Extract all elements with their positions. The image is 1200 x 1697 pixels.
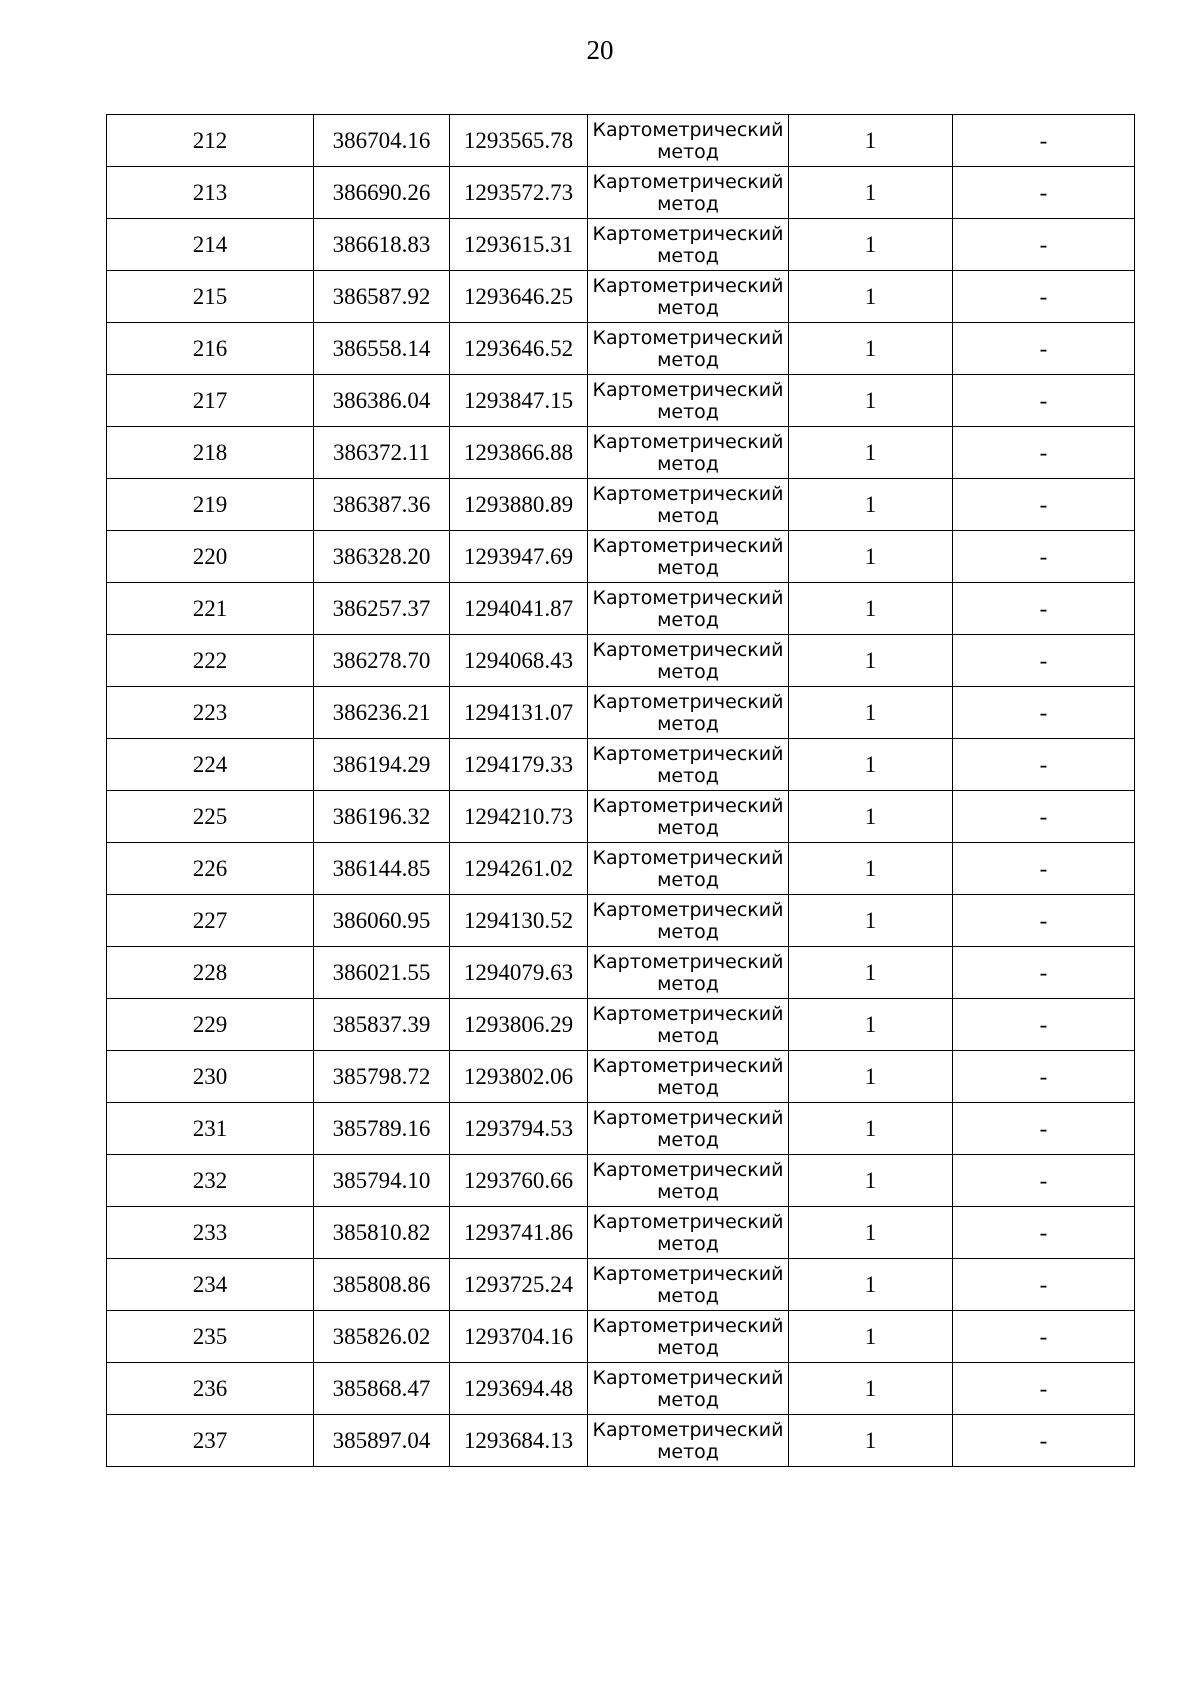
method-cell <box>588 1051 789 1103</box>
table-row <box>107 1415 1135 1467</box>
y-coordinate-cell: 1293794.53 <box>450 1103 588 1155</box>
method-line-2: метод <box>657 712 719 735</box>
method-line-2: метод <box>657 764 719 787</box>
accuracy-cell: 1 <box>789 479 953 531</box>
accuracy-cell: 1 <box>789 1259 953 1311</box>
method-line-2: метод <box>657 972 719 995</box>
y-coordinate-cell: 1294068.43 <box>450 635 588 687</box>
method-line-2: метод <box>657 1336 719 1359</box>
table-row <box>107 999 1135 1051</box>
method-line-1: Картометрический <box>592 222 784 245</box>
method-line-1: Картометрический <box>592 430 784 453</box>
point-number-cell: 224 <box>107 739 314 791</box>
method-line-1: Картометрический <box>592 586 784 609</box>
method-line-1: Картометрический <box>592 1262 784 1285</box>
method-line-2: метод <box>657 140 719 163</box>
method-line-2: метод <box>657 1076 719 1099</box>
method-cell <box>588 427 789 479</box>
method-line-1: Картометрический <box>592 1314 784 1337</box>
coordinates-table <box>106 114 1135 1467</box>
method-cell <box>588 1103 789 1155</box>
note-cell: - <box>953 687 1135 739</box>
method-cell <box>588 531 789 583</box>
table-row <box>107 947 1135 999</box>
note-cell: - <box>953 791 1135 843</box>
method-line-2: метод <box>657 348 719 371</box>
y-coordinate-cell: 1293565.78 <box>450 115 588 167</box>
method-line-2: метод <box>657 452 719 475</box>
table-row <box>107 427 1135 479</box>
point-number-cell: 234 <box>107 1259 314 1311</box>
note-cell: - <box>953 947 1135 999</box>
y-coordinate-cell: 1293866.88 <box>450 427 588 479</box>
method-line-1: Картометрический <box>592 794 784 817</box>
y-coordinate-cell: 1293725.24 <box>450 1259 588 1311</box>
x-coordinate-cell: 385808.86 <box>314 1259 450 1311</box>
point-number-cell: 221 <box>107 583 314 635</box>
x-coordinate-cell: 386021.55 <box>314 947 450 999</box>
x-coordinate-cell: 385794.10 <box>314 1155 450 1207</box>
method-line-2: метод <box>657 920 719 943</box>
note-cell: - <box>953 1103 1135 1155</box>
accuracy-cell: 1 <box>789 1103 953 1155</box>
method-line-2: метод <box>657 400 719 423</box>
note-cell: - <box>953 531 1135 583</box>
method-cell <box>588 895 789 947</box>
method-cell <box>588 1311 789 1363</box>
table-row <box>107 739 1135 791</box>
x-coordinate-cell: 385798.72 <box>314 1051 450 1103</box>
table-row <box>107 843 1135 895</box>
point-number-cell: 216 <box>107 323 314 375</box>
method-line-2: метод <box>657 608 719 631</box>
method-line-2: метод <box>657 1024 719 1047</box>
method-line-2: метод <box>657 1284 719 1307</box>
point-number-cell: 236 <box>107 1363 314 1415</box>
method-line-1: Картометрический <box>592 1002 784 1025</box>
accuracy-cell: 1 <box>789 531 953 583</box>
note-cell: - <box>953 219 1135 271</box>
method-cell <box>588 375 789 427</box>
x-coordinate-cell: 386618.83 <box>314 219 450 271</box>
method-line-2: метод <box>657 660 719 683</box>
x-coordinate-cell: 386196.32 <box>314 791 450 843</box>
table-row <box>107 687 1135 739</box>
accuracy-cell: 1 <box>789 1311 953 1363</box>
table-row <box>107 323 1135 375</box>
y-coordinate-cell: 1293694.48 <box>450 1363 588 1415</box>
method-line-1: Картометрический <box>592 1054 784 1077</box>
y-coordinate-cell: 1294131.07 <box>450 687 588 739</box>
y-coordinate-cell: 1293704.16 <box>450 1311 588 1363</box>
method-line-1: Картометрический <box>592 742 784 765</box>
accuracy-cell: 1 <box>789 583 953 635</box>
y-coordinate-cell: 1293572.73 <box>450 167 588 219</box>
method-line-1: Картометрический <box>592 690 784 713</box>
y-coordinate-cell: 1294130.52 <box>450 895 588 947</box>
accuracy-cell: 1 <box>789 791 953 843</box>
method-cell <box>588 791 789 843</box>
method-cell <box>588 1155 789 1207</box>
method-line-1: Картометрический <box>592 1366 784 1389</box>
method-line-1: Картометрический <box>592 274 784 297</box>
method-line-1: Картометрический <box>592 1158 784 1181</box>
x-coordinate-cell: 386236.21 <box>314 687 450 739</box>
method-cell <box>588 1207 789 1259</box>
y-coordinate-cell: 1293847.15 <box>450 375 588 427</box>
method-line-2: метод <box>657 868 719 891</box>
table-row <box>107 1363 1135 1415</box>
y-coordinate-cell: 1294179.33 <box>450 739 588 791</box>
method-line-1: Картометрический <box>592 1210 784 1233</box>
point-number-cell: 214 <box>107 219 314 271</box>
x-coordinate-cell: 386690.26 <box>314 167 450 219</box>
method-line-1: Картометрический <box>592 482 784 505</box>
point-number-cell: 218 <box>107 427 314 479</box>
table-row <box>107 791 1135 843</box>
method-cell <box>588 1415 789 1467</box>
method-line-1: Картометрический <box>592 1418 784 1441</box>
x-coordinate-cell: 385897.04 <box>314 1415 450 1467</box>
method-cell <box>588 167 789 219</box>
method-line-1: Картометрический <box>592 950 784 973</box>
method-line-1: Картометрический <box>592 534 784 557</box>
x-coordinate-cell: 386328.20 <box>314 531 450 583</box>
y-coordinate-cell: 1293947.69 <box>450 531 588 583</box>
x-coordinate-cell: 385868.47 <box>314 1363 450 1415</box>
method-cell <box>588 1259 789 1311</box>
point-number-cell: 217 <box>107 375 314 427</box>
point-number-cell: 225 <box>107 791 314 843</box>
y-coordinate-cell: 1294210.73 <box>450 791 588 843</box>
table-row <box>107 167 1135 219</box>
method-cell <box>588 739 789 791</box>
table-row <box>107 583 1135 635</box>
method-line-1: Картометрический <box>592 898 784 921</box>
accuracy-cell: 1 <box>789 687 953 739</box>
y-coordinate-cell: 1294079.63 <box>450 947 588 999</box>
method-line-1: Картометрический <box>592 326 784 349</box>
point-number-cell: 227 <box>107 895 314 947</box>
method-line-2: метод <box>657 1440 719 1463</box>
accuracy-cell: 1 <box>789 271 953 323</box>
method-line-2: метод <box>657 504 719 527</box>
method-line-1: Картометрический <box>592 638 784 661</box>
y-coordinate-cell: 1293615.31 <box>450 219 588 271</box>
point-number-cell: 213 <box>107 167 314 219</box>
point-number-cell: 229 <box>107 999 314 1051</box>
point-number-cell: 212 <box>107 115 314 167</box>
method-cell <box>588 583 789 635</box>
point-number-cell: 237 <box>107 1415 314 1467</box>
y-coordinate-cell: 1293741.86 <box>450 1207 588 1259</box>
x-coordinate-cell: 386060.95 <box>314 895 450 947</box>
accuracy-cell: 1 <box>789 1207 953 1259</box>
y-coordinate-cell: 1293646.25 <box>450 271 588 323</box>
table-row <box>107 115 1135 167</box>
point-number-cell: 233 <box>107 1207 314 1259</box>
accuracy-cell: 1 <box>789 427 953 479</box>
accuracy-cell: 1 <box>789 635 953 687</box>
y-coordinate-cell: 1293806.29 <box>450 999 588 1051</box>
method-line-2: метод <box>657 192 719 215</box>
table-row <box>107 1207 1135 1259</box>
x-coordinate-cell: 385810.82 <box>314 1207 450 1259</box>
method-cell <box>588 1363 789 1415</box>
x-coordinate-cell: 386386.04 <box>314 375 450 427</box>
accuracy-cell: 1 <box>789 323 953 375</box>
method-line-2: метод <box>657 1232 719 1255</box>
table-row <box>107 635 1135 687</box>
point-number-cell: 230 <box>107 1051 314 1103</box>
x-coordinate-cell: 386278.70 <box>314 635 450 687</box>
point-number-cell: 228 <box>107 947 314 999</box>
note-cell: - <box>953 843 1135 895</box>
y-coordinate-cell: 1293880.89 <box>450 479 588 531</box>
y-coordinate-cell: 1294261.02 <box>450 843 588 895</box>
x-coordinate-cell: 385826.02 <box>314 1311 450 1363</box>
note-cell: - <box>953 895 1135 947</box>
note-cell: - <box>953 1363 1135 1415</box>
y-coordinate-cell: 1293802.06 <box>450 1051 588 1103</box>
note-cell: - <box>953 271 1135 323</box>
point-number-cell: 220 <box>107 531 314 583</box>
accuracy-cell: 1 <box>789 375 953 427</box>
accuracy-cell: 1 <box>789 1363 953 1415</box>
note-cell: - <box>953 427 1135 479</box>
table-row <box>107 1103 1135 1155</box>
accuracy-cell: 1 <box>789 843 953 895</box>
x-coordinate-cell: 386372.11 <box>314 427 450 479</box>
method-cell <box>588 219 789 271</box>
accuracy-cell: 1 <box>789 167 953 219</box>
method-cell <box>588 947 789 999</box>
table-row <box>107 1155 1135 1207</box>
note-cell: - <box>953 1415 1135 1467</box>
x-coordinate-cell: 386587.92 <box>314 271 450 323</box>
method-line-2: метод <box>657 556 719 579</box>
y-coordinate-cell: 1293646.52 <box>450 323 588 375</box>
table-row <box>107 271 1135 323</box>
page-number: 20 <box>586 35 614 65</box>
point-number-cell: 226 <box>107 843 314 895</box>
method-cell <box>588 115 789 167</box>
note-cell: - <box>953 375 1135 427</box>
note-cell: - <box>953 583 1135 635</box>
x-coordinate-cell: 386558.14 <box>314 323 450 375</box>
x-coordinate-cell: 386704.16 <box>314 115 450 167</box>
point-number-cell: 219 <box>107 479 314 531</box>
method-line-2: метод <box>657 816 719 839</box>
coordinates-table-body <box>107 115 1135 1467</box>
x-coordinate-cell: 385789.16 <box>314 1103 450 1155</box>
y-coordinate-cell: 1294041.87 <box>450 583 588 635</box>
table-row <box>107 1311 1135 1363</box>
method-line-2: метод <box>657 1180 719 1203</box>
method-line-1: Картометрический <box>592 378 784 401</box>
accuracy-cell: 1 <box>789 1155 953 1207</box>
note-cell: - <box>953 479 1135 531</box>
method-cell <box>588 687 789 739</box>
note-cell: - <box>953 115 1135 167</box>
y-coordinate-cell: 1293684.13 <box>450 1415 588 1467</box>
accuracy-cell: 1 <box>789 115 953 167</box>
note-cell: - <box>953 323 1135 375</box>
note-cell: - <box>953 1155 1135 1207</box>
table-row <box>107 531 1135 583</box>
table-row <box>107 479 1135 531</box>
accuracy-cell: 1 <box>789 1051 953 1103</box>
note-cell: - <box>953 635 1135 687</box>
table-row <box>107 375 1135 427</box>
x-coordinate-cell: 386257.37 <box>314 583 450 635</box>
note-cell: - <box>953 1051 1135 1103</box>
y-coordinate-cell: 1293760.66 <box>450 1155 588 1207</box>
method-line-1: Картометрический <box>592 846 784 869</box>
method-cell <box>588 635 789 687</box>
x-coordinate-cell: 386387.36 <box>314 479 450 531</box>
accuracy-cell: 1 <box>789 1415 953 1467</box>
method-cell <box>588 479 789 531</box>
method-cell <box>588 999 789 1051</box>
point-number-cell: 223 <box>107 687 314 739</box>
table-row <box>107 1259 1135 1311</box>
method-cell <box>588 323 789 375</box>
method-line-2: метод <box>657 296 719 319</box>
x-coordinate-cell: 386144.85 <box>314 843 450 895</box>
note-cell: - <box>953 167 1135 219</box>
method-line-1: Картометрический <box>592 1106 784 1129</box>
note-cell: - <box>953 739 1135 791</box>
method-line-1: Картометрический <box>592 170 784 193</box>
accuracy-cell: 1 <box>789 999 953 1051</box>
point-number-cell: 215 <box>107 271 314 323</box>
method-line-2: метод <box>657 1388 719 1411</box>
note-cell: - <box>953 1311 1135 1363</box>
point-number-cell: 231 <box>107 1103 314 1155</box>
accuracy-cell: 1 <box>789 219 953 271</box>
point-number-cell: 235 <box>107 1311 314 1363</box>
accuracy-cell: 1 <box>789 739 953 791</box>
note-cell: - <box>953 1207 1135 1259</box>
x-coordinate-cell: 386194.29 <box>314 739 450 791</box>
table-row <box>107 219 1135 271</box>
x-coordinate-cell: 385837.39 <box>314 999 450 1051</box>
method-cell <box>588 271 789 323</box>
point-number-cell: 232 <box>107 1155 314 1207</box>
point-number-cell: 222 <box>107 635 314 687</box>
note-cell: - <box>953 1259 1135 1311</box>
table-row <box>107 1051 1135 1103</box>
table-row <box>107 895 1135 947</box>
accuracy-cell: 1 <box>789 947 953 999</box>
method-line-2: метод <box>657 244 719 267</box>
accuracy-cell: 1 <box>789 895 953 947</box>
note-cell: - <box>953 999 1135 1051</box>
method-line-2: метод <box>657 1128 719 1151</box>
method-cell <box>588 843 789 895</box>
method-line-1: Картометрический <box>592 118 784 141</box>
